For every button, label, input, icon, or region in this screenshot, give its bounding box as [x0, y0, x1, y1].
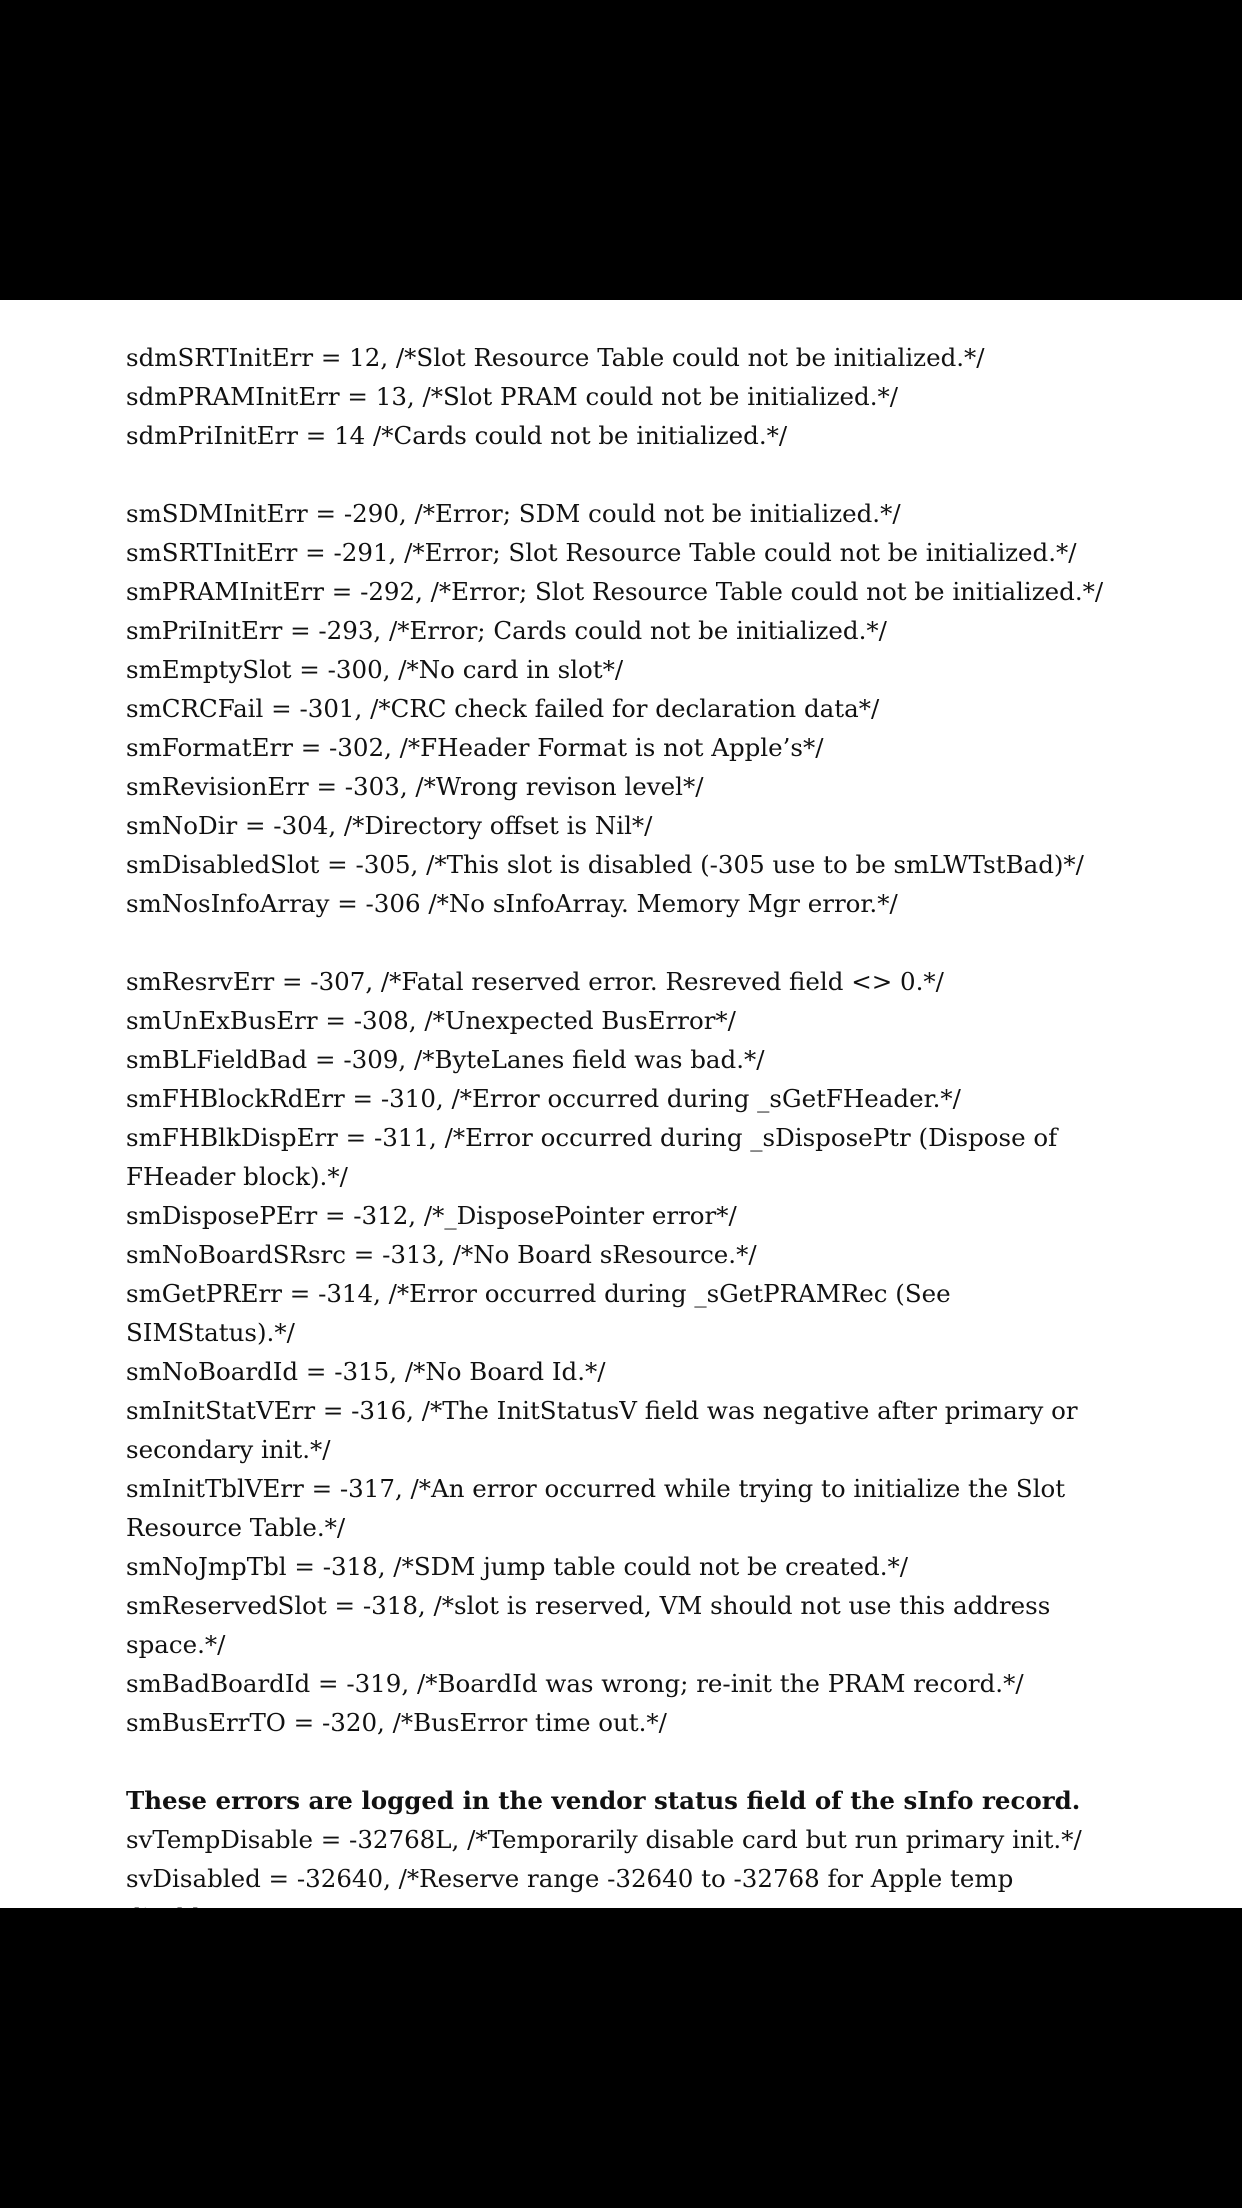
- code-line: sdmPriInitErr = 14 /*Cards could not be initialized.*/: [126, 421, 788, 450]
- document-text: [126, 338, 1116, 1937]
- code-line: smResrvErr = -307, /*Fatal reserved error. Resreved field <> 0.*/: [126, 967, 944, 996]
- code-line: smFHBlockRdErr = -310, /*Error occurred during _sGetFHeader.*/: [126, 1084, 961, 1113]
- code-line: smPriInitErr = -293, /*Error; Cards could not be initialized.*/: [126, 616, 887, 645]
- code-line: smBadBoardId = -319, /*BoardId was wrong; re-init the PRAM record.*/: [126, 1669, 1024, 1698]
- paragraph-gap: [126, 923, 1116, 962]
- code-line: smCRCFail = -301, /*CRC check failed for declaration data*/: [126, 694, 880, 723]
- code-line: smPRAMInitErr = -292, /*Error; Slot Resource Table could not be initialized.*/: [126, 577, 1104, 606]
- code-line: smSRTInitErr = -291, /*Error; Slot Resource Table could not be initialized.*/: [126, 538, 1077, 567]
- code-line: smDisposePErr = -312, /*_DisposePointer error*/: [126, 1201, 737, 1230]
- code-line: smUnExBusErr = -308, /*Unexpected BusError*/: [126, 1006, 736, 1035]
- code-line: smInitStatVErr = -316, /*The InitStatusV field was negative after primary or secondary init.*/: [126, 1396, 1078, 1464]
- paragraph-gap: [126, 1742, 1116, 1781]
- code-line: smNoBoardSRsrc = -313, /*No Board sResource.*/: [126, 1240, 757, 1269]
- code-line: smReservedSlot = -318, /*slot is reserved, VM should not use this address space.*/: [126, 1591, 1051, 1659]
- code-line: smGetPRErr = -314, /*Error occurred during _sGetPRAMRec (See SIMStatus).*/: [126, 1279, 951, 1347]
- code-line: smNoJmpTbl = -318, /*SDM jump table could not be created.*/: [126, 1552, 909, 1581]
- code-line: smFormatErr = -302, /*FHeader Format is not Apple’s*/: [126, 733, 824, 762]
- code-line: smFHBlkDispErr = -311, /*Error occurred during _sDisposePtr (Dispose of FHeader block).*/: [126, 1123, 1058, 1191]
- paragraph-gap: [126, 455, 1116, 494]
- code-line: smSDMInitErr = -290, /*Error; SDM could not be initialized.*/: [126, 499, 901, 528]
- code-line: sdmPRAMInitErr = 13, /*Slot PRAM could not be initialized.*/: [126, 382, 898, 411]
- code-line: sdmSRTInitErr = 12, /*Slot Resource Table could not be initialized.*/: [126, 343, 985, 372]
- code-line: smDisabledSlot = -305, /*This slot is disabled (-305 use to be smLWTstBad)*/: [126, 850, 1084, 879]
- code-line: smEmptySlot = -300, /*No card in slot*/: [126, 655, 624, 684]
- code-line: svDisabled = -32640, /*Reserve range -32640 to -32768 for Apple temp: [126, 1864, 1014, 1893]
- code-line: smNosInfoArray = -306 /*No sInfoArray. Memory Mgr error.*/: [126, 889, 898, 918]
- document-page: [0, 300, 1242, 1908]
- code-line: smRevisionErr = -303, /*Wrong revison level*/: [126, 772, 704, 801]
- code-line: smBLFieldBad = -309, /*ByteLanes field was bad.*/: [126, 1045, 765, 1074]
- bottom-black-band: [0, 1908, 1242, 2208]
- code-line: smBusErrTO = -320, /*BusError time out.*/: [126, 1708, 667, 1737]
- code-line: svTempDisable = -32768L, /*Temporarily disable card but run primary init.*/: [126, 1825, 1082, 1854]
- code-line: smInitTblVErr = -317, /*An error occurred while trying to initialize the Slot Resource Table.*/: [126, 1474, 1066, 1542]
- code-line: smNoBoardId = -315, /*No Board Id.*/: [126, 1357, 606, 1386]
- section-heading: These errors are logged in the vendor status field of the sInfo record.: [126, 1786, 1081, 1815]
- top-black-band: [0, 0, 1242, 300]
- code-line: smNoDir = -304, /*Directory offset is Nil*/: [126, 811, 653, 840]
